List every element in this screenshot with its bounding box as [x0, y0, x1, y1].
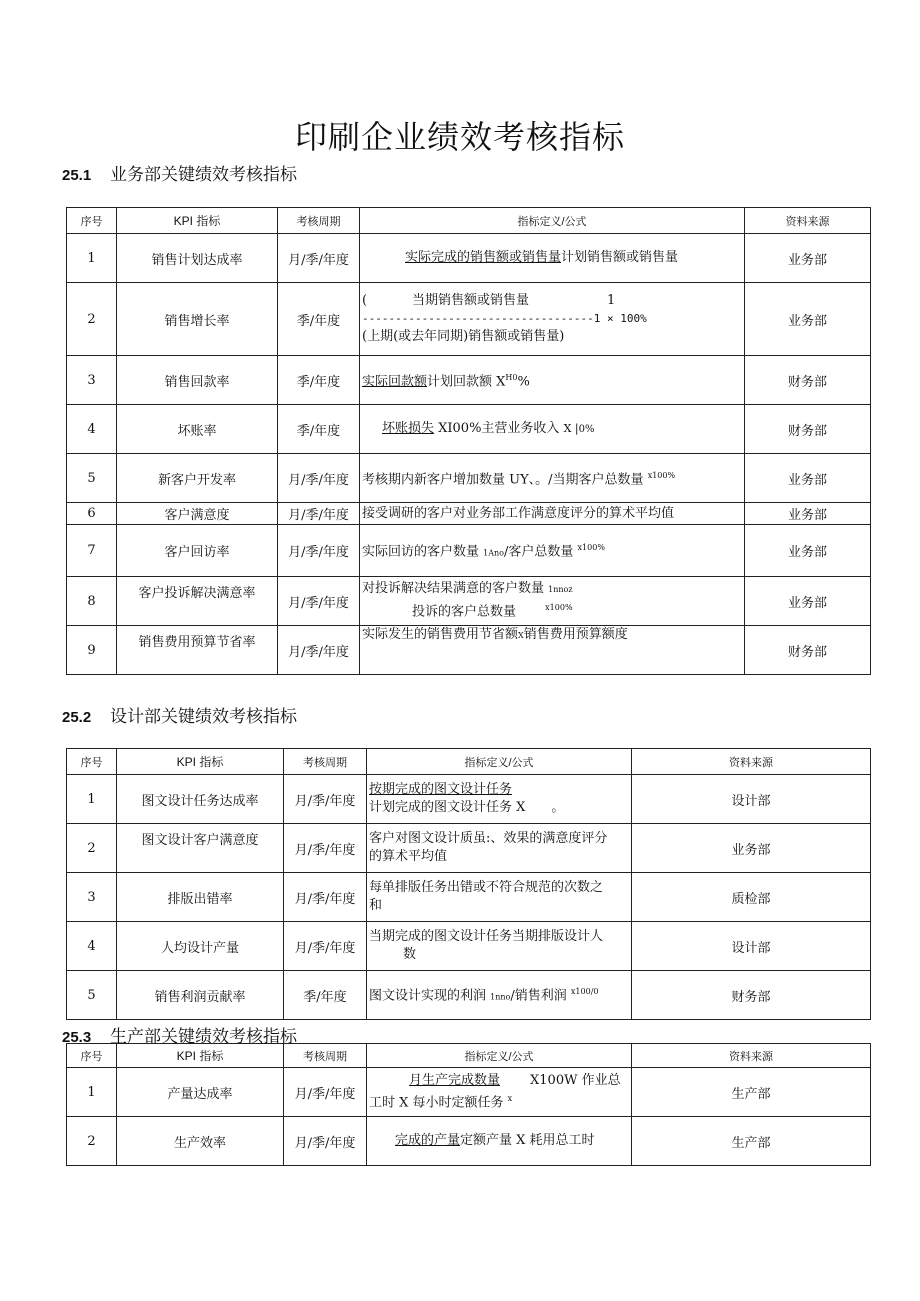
row-kpi: 销售利润贡献率 — [117, 971, 284, 1020]
row-period: 月/季/年度 — [278, 234, 360, 283]
formula-superscript: x100% — [647, 470, 676, 480]
formula-denominator: 销售费用预算额度 — [523, 627, 628, 642]
row-definition — [360, 577, 745, 626]
row-source: 业务部 — [745, 525, 871, 577]
section-number: 25.2 — [62, 709, 92, 726]
formula-numerator: 图文设计实现的利润 — [369, 988, 487, 1004]
row-kpi: 销售计划达成率 — [117, 234, 278, 283]
row-source: 业务部 — [632, 824, 871, 873]
row-no: 4 — [67, 922, 117, 971]
row-source: 财务部 — [632, 971, 871, 1020]
formula-numerator: 实际发生的销售费用节省额 — [362, 627, 519, 642]
row-kpi: 销售费用预算节省率 — [117, 626, 278, 675]
row-no: 3 — [67, 873, 117, 922]
section-title: 设计部关键绩效考核指标 — [110, 707, 297, 727]
row-definition: 接受调研的客户对业务部工作满意度评分的算术平均值 — [360, 503, 745, 525]
row-kpi: 人均设计产量 — [117, 922, 284, 971]
table-row — [67, 1117, 871, 1166]
row-definition — [360, 405, 745, 454]
row-definition — [367, 1117, 632, 1166]
formula-denominator: 计划销售额或销售量 — [561, 250, 679, 265]
row-kpi: 坏账率 — [117, 405, 278, 454]
row-period: 月/季/年度 — [284, 1068, 367, 1117]
formula-denominator: 计划回款额 X — [427, 374, 506, 390]
row-source: 业务部 — [745, 503, 871, 525]
row-no: 2 — [67, 1117, 117, 1166]
header-no: 序号 — [67, 208, 117, 234]
row-source: 业务部 — [745, 577, 871, 626]
row-definition — [360, 283, 745, 356]
table-row — [67, 405, 871, 454]
row-source: 质检部 — [632, 873, 871, 922]
formula-one: 1 — [607, 293, 616, 308]
row-kpi: 销售增长率 — [117, 283, 278, 356]
formula-text: 考核期内新客户增加数量 UY、。/当期客户总数量 — [362, 472, 644, 488]
row-period: 月/季/年度 — [278, 503, 360, 525]
row-definition — [367, 1068, 632, 1117]
row-definition — [360, 356, 745, 405]
row-no: 7 — [67, 525, 117, 577]
section-heading-design — [62, 702, 297, 727]
row-source: 生产部 — [632, 1117, 871, 1166]
row-source: 设计部 — [632, 922, 871, 971]
row-period: 季/年度 — [278, 405, 360, 454]
definition-line: 客户对图文设计质虽:、效果的满意度评分 — [369, 831, 608, 846]
row-no: 1 — [67, 1068, 117, 1117]
header-period: 考核周期 — [284, 749, 367, 775]
row-definition — [367, 873, 632, 922]
row-definition — [367, 775, 632, 824]
production-kpi-table — [66, 1043, 871, 1166]
row-kpi: 新客户开发率 — [117, 454, 278, 503]
formula-numerator: 月生产完成数量 — [409, 1072, 501, 1088]
formula-denominator: (上期(或去年同期)销售额或销售量) — [362, 329, 565, 344]
row-definition — [360, 525, 745, 577]
row-kpi: 排版出错率 — [117, 873, 284, 922]
row-no: 2 — [67, 824, 117, 873]
formula-superscript: x100% — [545, 603, 573, 613]
formula-denominator: /销售利润 — [510, 988, 567, 1004]
header-source: 资料来源 — [632, 1044, 871, 1068]
formula-superscript: x100/0 — [570, 987, 599, 997]
section-heading-sales — [62, 160, 297, 185]
formula-numerator: 实际回款额 — [362, 374, 428, 390]
row-source: 业务部 — [745, 454, 871, 503]
header-no: 序号 — [67, 1044, 117, 1068]
row-period: 季/年度 — [278, 283, 360, 356]
row-kpi: 客户投诉解决满意率 — [117, 577, 278, 626]
header-kpi: KPI 指标 — [117, 749, 284, 775]
row-period: 月/季/年度 — [278, 626, 360, 675]
row-period: 月/季/年度 — [284, 824, 367, 873]
table-row — [67, 503, 871, 525]
table-row — [67, 525, 871, 577]
row-source: 财务部 — [745, 405, 871, 454]
table-row — [67, 454, 871, 503]
row-definition — [360, 626, 745, 675]
row-no: 6 — [67, 503, 117, 525]
table-row — [67, 283, 871, 356]
table-row — [67, 1068, 871, 1117]
table-row — [67, 577, 871, 626]
formula-denominator: XI00%主营业务收入 — [434, 420, 564, 436]
table-header-row — [67, 749, 871, 775]
formula-multiplier: X100W 作业总 — [530, 1072, 621, 1088]
table-row — [67, 971, 871, 1020]
definition-line: 的算术平均值 — [369, 849, 448, 864]
row-period: 月/季/年度 — [284, 873, 367, 922]
row-no: 1 — [67, 775, 117, 824]
header-period: 考核周期 — [278, 208, 360, 234]
row-definition — [367, 824, 632, 873]
table-row — [67, 775, 871, 824]
table-header-row — [67, 1044, 871, 1068]
page-title: 印刷企业绩效考核指标 — [294, 118, 625, 156]
table-row — [67, 873, 871, 922]
formula-numerator: 实际完成的销售额或销售量 — [405, 250, 562, 265]
row-kpi: 客户满意度 — [117, 503, 278, 525]
table-header-row — [67, 208, 871, 234]
row-source: 业务部 — [745, 234, 871, 283]
row-no: 4 — [67, 405, 117, 454]
row-no: 3 — [67, 356, 117, 405]
row-period: 季/年度 — [284, 971, 367, 1020]
row-no: 1 — [67, 234, 117, 283]
row-source: 生产部 — [632, 1068, 871, 1117]
row-no: 5 — [67, 971, 117, 1020]
formula-numerator: 完成的产量 — [395, 1133, 461, 1148]
formula-superscript: x100% — [577, 542, 605, 552]
header-source: 资料来源 — [745, 208, 871, 234]
formula-denominator: 投诉的客户总数量 — [412, 604, 517, 620]
formula-percent: % — [517, 374, 530, 390]
formula-multiplier: X — [518, 631, 524, 640]
table-row — [67, 356, 871, 405]
definition-line: 当期完成的图文设计任务当期排版设计人 — [369, 929, 604, 944]
definition-line: 和 — [369, 898, 383, 913]
formula-paren: ( — [362, 293, 368, 308]
row-period: 季/年度 — [278, 356, 360, 405]
formula-numerator: 对投诉解决结果满意的客户数量 — [362, 581, 545, 597]
row-period: 月/季/年度 — [284, 922, 367, 971]
row-period: 月/季/年度 — [284, 1117, 367, 1166]
header-period: 考核周期 — [284, 1044, 367, 1068]
row-kpi: 销售回款率 — [117, 356, 278, 405]
row-definition — [367, 971, 632, 1020]
row-source: 财务部 — [745, 356, 871, 405]
formula-subscript: 1Ano — [483, 548, 504, 558]
row-no: 5 — [67, 454, 117, 503]
row-period: 月/季/年度 — [278, 525, 360, 577]
formula-denominator: 计划完成的图文设计任务 X 。 — [369, 800, 565, 815]
table-row — [67, 626, 871, 675]
formula-denominator: 定额产量 X 耗用总工时 — [460, 1133, 595, 1148]
formula-denominator: /客户总数量 — [504, 544, 574, 560]
sales-kpi-table — [66, 207, 871, 675]
design-kpi-table — [66, 748, 871, 1020]
table-row — [67, 234, 871, 283]
header-no: 序号 — [67, 749, 117, 775]
formula-multiplier: X | — [563, 421, 579, 435]
row-kpi: 图文设计客户满意度 — [117, 824, 284, 873]
row-period: 月/季/年度 — [278, 454, 360, 503]
row-period: 月/季/年度 — [284, 775, 367, 824]
header-definition: 指标定义/公式 — [360, 208, 745, 234]
formula-percent: 0% — [578, 423, 595, 435]
formula-subscript: 1nno — [490, 992, 511, 1002]
table-row — [67, 824, 871, 873]
row-kpi: 生产效率 — [117, 1117, 284, 1166]
definition-line: 数 — [403, 947, 417, 962]
section-title: 业务部关键绩效考核指标 — [110, 165, 297, 185]
header-kpi: KPI 指标 — [117, 1044, 284, 1068]
header-source: 资料来源 — [632, 749, 871, 775]
formula-line: -----------------------------------1 × 100% — [362, 312, 647, 325]
row-kpi: 产量达成率 — [117, 1068, 284, 1117]
formula-denominator: 工时 X 每小时定额任务 — [369, 1095, 504, 1111]
header-definition: 指标定义/公式 — [367, 749, 632, 775]
row-source: 业务部 — [745, 283, 871, 356]
formula-numerator: 实际回访的客户数量 — [362, 544, 480, 560]
row-kpi: 客户回访率 — [117, 525, 278, 577]
row-no: 2 — [67, 283, 117, 356]
row-kpi: 图文设计任务达成率 — [117, 775, 284, 824]
header-definition: 指标定义/公式 — [367, 1044, 632, 1068]
row-definition — [360, 454, 745, 503]
formula-numerator: 坏账损失 — [382, 420, 435, 436]
row-source: 财务部 — [745, 626, 871, 675]
section-number: 25.1 — [62, 167, 92, 184]
row-source: 设计部 — [632, 775, 871, 824]
row-definition — [367, 922, 632, 971]
formula-numerator: 按期完成的图文设计任务 — [369, 782, 513, 797]
section-title: 生产部关键绩效考核指标 — [110, 1027, 297, 1047]
row-no: 9 — [67, 626, 117, 675]
formula-subscript: 1nnoz — [548, 585, 573, 595]
section-number: 25.3 — [62, 1029, 92, 1046]
row-period: 月/季/年度 — [278, 577, 360, 626]
row-definition — [360, 234, 745, 283]
formula-superscript: x — [507, 1093, 513, 1103]
definition-line: 每单排版任务出错或不符合规范的次数之 — [369, 880, 604, 895]
formula-superscript: H0 — [505, 372, 518, 382]
formula-numerator: 当期销售额或销售量 — [412, 293, 530, 308]
row-no: 8 — [67, 577, 117, 626]
header-kpi: KPI 指标 — [117, 208, 278, 234]
table-row — [67, 922, 871, 971]
